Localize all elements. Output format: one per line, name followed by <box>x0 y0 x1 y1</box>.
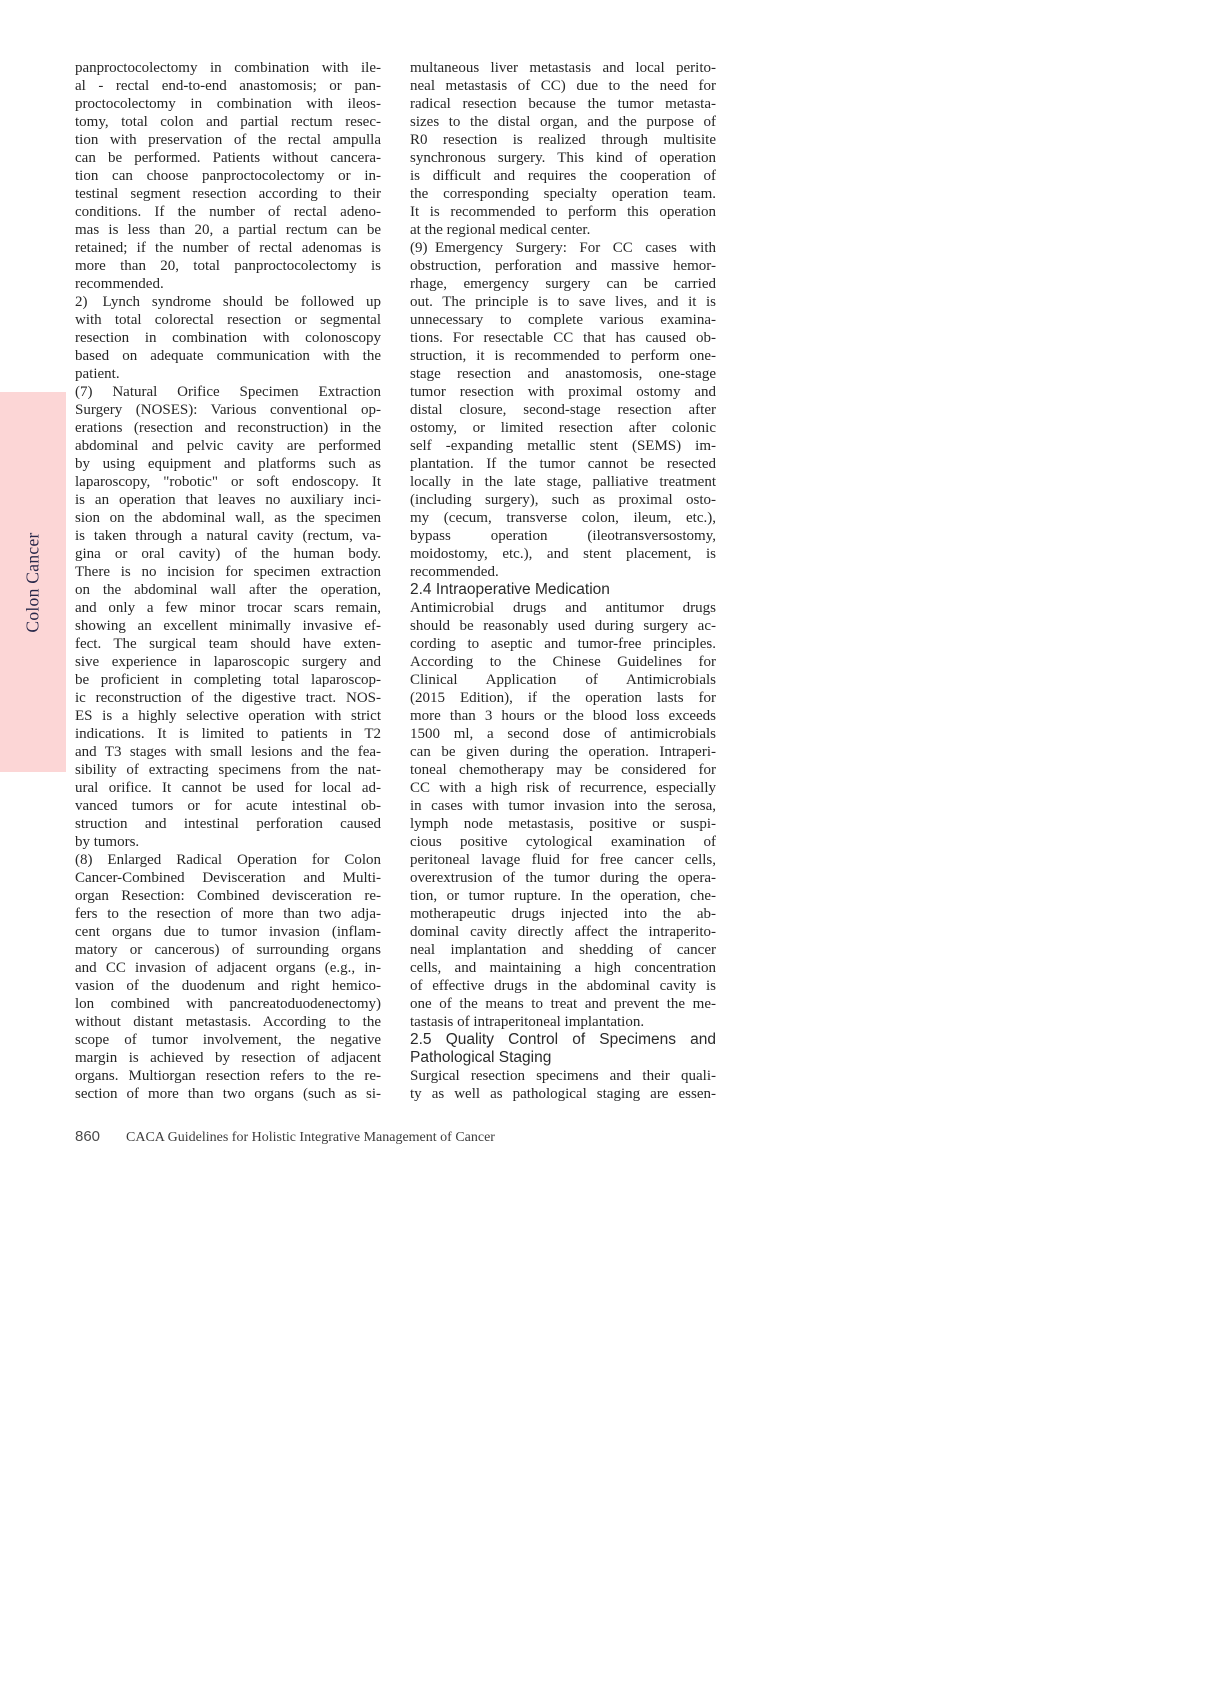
text-line: indications. It is limited to patients in T2 <box>75 726 381 742</box>
text-line: obstruction, perforation and massive hemor- <box>410 258 716 274</box>
text-line: fect. The surgical team should have exten- <box>75 636 381 652</box>
paragraph <box>75 383 381 851</box>
text-line: recommended. <box>410 564 499 580</box>
text-line: ural orifice. It cannot be used for local ad- <box>75 780 381 796</box>
text-line: neal implantation and shedding of cancer <box>410 942 716 958</box>
text-line: self -expanding metallic stent (SEMS) im- <box>410 438 716 454</box>
text-column-right <box>410 59 716 1103</box>
text-line: abdominal and pelvic cavity are performed <box>75 438 381 454</box>
text-line: peritoneal lavage fluid for free cancer cells, <box>410 852 716 868</box>
text-line: (9) Emergency Surgery: For CC cases with <box>410 240 716 256</box>
text-line: fers to the resection of more than two adja- <box>75 906 381 922</box>
text-line: overextrusion of the tumor during the opera- <box>410 870 716 886</box>
text-line: Pathological Staging <box>410 1049 552 1066</box>
text-line: vanced tumors or for acute intestinal ob- <box>75 798 381 814</box>
chapter-tab <box>0 392 66 772</box>
text-line: tion with preservation of the rectal ampulla <box>75 132 381 148</box>
text-column-left <box>75 59 381 1103</box>
text-line: proctocolectomy in combination with ileos- <box>75 96 381 112</box>
text-line: cent organs due to tumor invasion (inflam- <box>75 924 381 940</box>
text-line: is taken through a natural cavity (rectum, va- <box>75 528 381 544</box>
text-line: organ Resection: Combined devisceration re- <box>75 888 381 904</box>
text-line: sibility of extracting specimens from the nat- <box>75 762 381 778</box>
paragraph <box>75 293 381 383</box>
text-line: out. The principle is to save lives, and it is <box>410 294 716 310</box>
text-line: and CC invasion of adjacent organs (e.g., in- <box>75 960 381 976</box>
text-line: tion, or tumor rupture. In the operation, che- <box>410 888 716 904</box>
text-line: bypass operation (ileotransversostomy, <box>410 528 716 544</box>
text-line: mas is less than 20, a partial rectum can be <box>75 222 381 238</box>
text-line: stage resection and anastomosis, one-stage <box>410 366 716 382</box>
text-line: by tumors. <box>75 834 140 850</box>
text-line: CC with a high risk of recurrence, especially <box>410 780 716 796</box>
text-line: cording to aseptic and tumor-free principles. <box>410 636 716 652</box>
text-line: struction, it is recommended to perform one- <box>410 348 716 364</box>
text-line: should be reasonably used during surgery ac- <box>410 618 716 634</box>
text-line: R0 resection is realized through multisite <box>410 132 716 148</box>
text-line: more than 20, total panproctocolectomy is <box>75 258 381 274</box>
text-line: rhage, emergency surgery can be carried <box>410 276 716 292</box>
text-line: (2015 Edition), if the operation lasts for <box>410 690 716 706</box>
text-line: retained; if the number of rectal adenomas is <box>75 240 381 256</box>
text-line: gina or oral cavity) of the human body. <box>75 546 381 562</box>
text-line: moidostomy, etc.), and stent placement, is <box>410 546 716 562</box>
text-line: conditions. If the number of rectal adeno- <box>75 204 381 220</box>
text-line: 2.4 Intraoperative Medication <box>410 581 610 598</box>
page-number: 860 <box>75 1128 101 1145</box>
text-line: cells, and maintaining a high concentration <box>410 960 716 976</box>
text-line: toneal chemotherapy may be considered for <box>410 762 716 778</box>
text-line: plantation. If the tumor cannot be resected <box>410 456 716 472</box>
paragraph <box>410 599 716 1031</box>
text-line: is difficult and requires the cooperation of <box>410 168 716 184</box>
text-line: Clinical Application of Antimicrobials <box>410 672 716 688</box>
text-line: patient. <box>75 366 120 382</box>
text-line: matory or cancerous) of surrounding organs <box>75 942 381 958</box>
paragraph <box>410 1067 716 1103</box>
text-line: one of the means to treat and prevent the me- <box>410 996 716 1012</box>
text-line: erations (resection and reconstruction) in the <box>75 420 381 436</box>
text-line: synchronous surgery. This kind of operation <box>410 150 716 166</box>
text-line: Surgery (NOSES): Various conventional op- <box>75 402 381 418</box>
text-line: 1500 ml, a second dose of antimicrobials <box>410 726 716 742</box>
text-line: ES is a highly selective operation with strict <box>75 708 381 724</box>
text-line: It is recommended to perform this operation <box>410 204 716 220</box>
text-line: 2.5 Quality Control of Specimens and <box>410 1031 716 1048</box>
text-line: vasion of the duodenum and right hemico- <box>75 978 381 994</box>
text-line: testinal segment resection according to their <box>75 186 381 202</box>
text-line: ty as well as pathological staging are essen- <box>410 1086 716 1102</box>
text-line: of effective drugs in the abdominal cavity is <box>410 978 716 994</box>
text-line: Antimicrobial drugs and antitumor drugs <box>410 600 716 616</box>
text-line: without distant metastasis. According to the <box>75 1014 381 1030</box>
text-line: showing an excellent minimally invasive ef- <box>75 618 381 634</box>
paragraph <box>75 59 381 293</box>
text-line: ic reconstruction of the digestive tract. NOS- <box>75 690 381 706</box>
text-line: sion on the abdominal wall, as the specimen <box>75 510 381 526</box>
text-line: locally in the late stage, palliative treatment <box>410 474 716 490</box>
text-line: my (cecum, transverse colon, ileum, etc.), <box>410 510 716 526</box>
text-line: (8) Enlarged Radical Operation for Colon <box>75 852 381 868</box>
text-line: cious positive cytological examination of <box>410 834 716 850</box>
text-line: can be performed. Patients without cancera- <box>75 150 381 166</box>
text-line: sive experience in laparoscopic surgery and <box>75 654 381 670</box>
text-line: can be given during the operation. Intraperi- <box>410 744 716 760</box>
text-line: on the abdominal wall after the operation, <box>75 582 381 598</box>
text-line: and only a few minor trocar scars remain, <box>75 600 381 616</box>
text-line: sizes to the distal organ, and the purpose of <box>410 114 716 130</box>
text-line: lymph node metastasis, positive or suspi- <box>410 816 716 832</box>
text-line: distal closure, second-stage resection after <box>410 402 716 418</box>
text-line: (7) Natural Orifice Specimen Extraction <box>75 384 381 400</box>
text-line: 2) Lynch syndrome should be followed up <box>75 294 381 310</box>
chapter-tab-label: Colon Cancer <box>22 531 43 633</box>
text-line: tastasis of intraperitoneal implantation. <box>410 1014 645 1030</box>
paragraph <box>410 59 716 239</box>
text-line: scope of tumor involvement, the negative <box>75 1032 381 1048</box>
text-line: neal metastasis of CC) due to the need for <box>410 78 716 94</box>
text-line: based on adequate communication with the <box>75 348 381 364</box>
paragraph <box>410 239 716 581</box>
text-line: more than 3 hours or the blood loss exceeds <box>410 708 716 724</box>
text-line: According to the Chinese Guidelines for <box>410 654 716 670</box>
text-line: recommended. <box>75 276 164 292</box>
text-line: at the regional medical center. <box>410 222 591 238</box>
text-line: resection in combination with colonoscopy <box>75 330 381 346</box>
text-line: tion can choose panproctocolectomy or in- <box>75 168 381 184</box>
text-line: There is no incision for specimen extraction <box>75 564 381 580</box>
text-line: unnecessary to complete various examina- <box>410 312 716 328</box>
text-line: lon combined with pancreatoduodenectomy) <box>75 996 381 1012</box>
text-line: Surgical resection specimens and their quali- <box>410 1068 716 1084</box>
text-line: laparoscopy, "robotic" or soft endoscopy. It <box>75 474 381 490</box>
text-line: al - rectal end-to-end anastomosis; or pan- <box>75 78 381 94</box>
text-line: the corresponding specialty operation team. <box>410 186 716 202</box>
text-line: by using equipment and platforms such as <box>75 456 381 472</box>
text-line: section of more than two organs (such as si- <box>75 1086 381 1102</box>
running-title: CACA Guidelines for Holistic Integrative Management of Cancer <box>126 1130 495 1145</box>
text-line: radical resection because the tumor metasta- <box>410 96 716 112</box>
section-heading <box>410 1031 716 1067</box>
page-footer <box>75 1128 495 1146</box>
paragraph <box>75 851 381 1103</box>
section-heading <box>410 581 716 599</box>
text-line: be proficient in completing total laparoscop- <box>75 672 381 688</box>
text-line: multaneous liver metastasis and local perito- <box>410 60 716 76</box>
text-line: with total colorectal resection or segmental <box>75 312 381 328</box>
text-line: tomy, total colon and partial rectum resec- <box>75 114 381 130</box>
text-line: organs. Multiorgan resection refers to the re- <box>75 1068 381 1084</box>
text-line: panproctocolectomy in combination with ile- <box>75 60 381 76</box>
text-line: struction and intestinal perforation caused <box>75 816 381 832</box>
text-line: tumor resection with proximal ostomy and <box>410 384 716 400</box>
text-line: in cases with tumor invasion into the serosa, <box>410 798 716 814</box>
text-line: Cancer-Combined Devisceration and Multi- <box>75 870 381 886</box>
text-line: and T3 stages with small lesions and the fea- <box>75 744 381 760</box>
text-line: motherapeutic drugs injected into the ab- <box>410 906 716 922</box>
text-line: (including surgery), such as proximal osto- <box>410 492 716 508</box>
text-line: tions. For resectable CC that has caused ob- <box>410 330 716 346</box>
text-line: dominal cavity directly affect the intraperito- <box>410 924 716 940</box>
text-line: ostomy, or limited resection after colonic <box>410 420 716 436</box>
text-line: is an operation that leaves no auxiliary inci- <box>75 492 381 508</box>
text-line: margin is achieved by resection of adjacent <box>75 1050 381 1066</box>
